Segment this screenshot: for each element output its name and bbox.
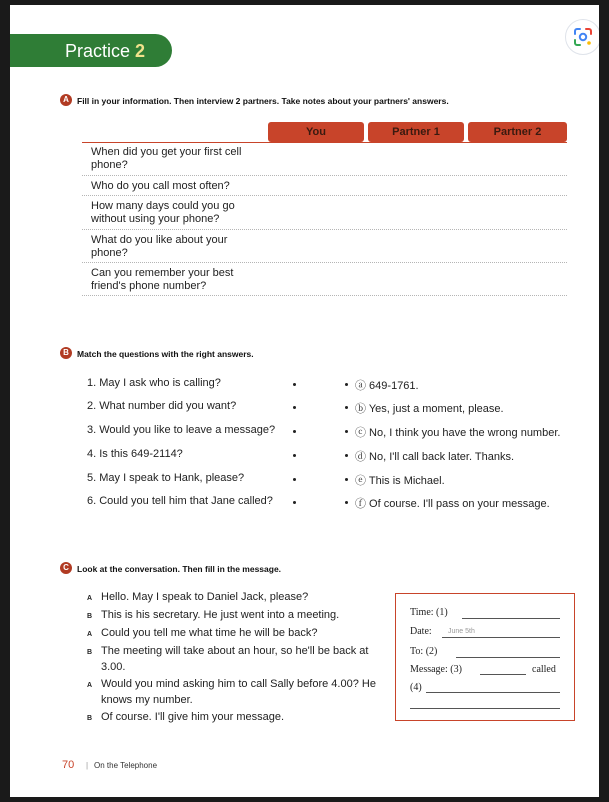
match-dot-right[interactable] [345, 501, 348, 504]
message-label: Message: (3) [410, 664, 462, 675]
question-text: Who do you call most often? [91, 180, 230, 192]
match-dot-left[interactable] [293, 406, 296, 409]
item-4-label: (4) [410, 682, 422, 693]
question-text: Can you remember your best friend's phone number? [91, 267, 234, 292]
match-question: 3. Would you like to leave a message? [87, 424, 276, 436]
called-text: called [532, 664, 556, 675]
table-row [82, 263, 567, 296]
page-number: 70 [62, 759, 75, 771]
match-dot-left[interactable] [293, 430, 296, 433]
speaker-label: A [87, 631, 93, 638]
match-dot-right[interactable] [345, 478, 348, 481]
phone-message-form [395, 593, 575, 721]
speaker-label: B [87, 649, 93, 656]
time-blank[interactable] [462, 618, 560, 619]
practice-title: Practice 2 [65, 41, 146, 61]
match-answer: ⓔ This is Michael. [355, 475, 445, 487]
column-you: You [268, 122, 364, 142]
match-question: 6. Could you tell him that Jane called? [87, 495, 273, 507]
section-a-badge: A [60, 94, 72, 106]
conversation-line: A Hello. May I speak to Daniel Jack, please? [87, 590, 387, 606]
conversation-line: B This is his secretary. He just went into a meeting. [87, 608, 387, 624]
match-question: 5. May I speak to Hank, please? [87, 472, 245, 484]
question-text: How many days could you go without using your phone? [91, 200, 235, 225]
conversation-line: B The meeting will take about an hour, so he'll be back at 3.00. [87, 645, 369, 673]
match-dot-right[interactable] [345, 406, 348, 409]
to-label: To: (2) [410, 646, 438, 657]
google-lens-icon [572, 26, 594, 48]
conversation-line: A Would you mind asking him to call Sally before 4.00? He knows my number. [87, 678, 376, 706]
section-b-instruction: Match the questions with the right answers. [77, 349, 254, 359]
section-c-instruction: Look at the conversation. Then fill in the message. [77, 564, 282, 574]
match-dot-right[interactable] [345, 454, 348, 457]
to-blank[interactable] [456, 657, 560, 658]
column-partner-2: Partner 2 [468, 122, 567, 142]
speaker-label: A [87, 595, 93, 602]
match-answer: ⓑ Yes, just a moment, please. [355, 403, 504, 415]
date-label: Date: [410, 626, 432, 637]
match-dot-left[interactable] [293, 383, 296, 386]
section-b-badge: B [60, 347, 72, 359]
table-row [82, 176, 567, 196]
item-4-blank[interactable] [426, 692, 560, 693]
match-dot-right[interactable] [345, 430, 348, 433]
table-row [82, 196, 567, 230]
match-answer: ⓓ No, I'll call back later. Thanks. [355, 451, 515, 463]
chapter-title: On the Telephone [94, 761, 158, 770]
match-answer: ⓒ No, I think you have the wrong number. [355, 427, 561, 439]
match-question: 4. Is this 649-2114? [87, 448, 183, 460]
table-row [82, 142, 567, 176]
table-row [82, 230, 567, 263]
time-label: Time: (1) [410, 607, 448, 618]
google-lens-button[interactable] [565, 19, 599, 55]
match-dot-left[interactable] [293, 501, 296, 504]
footer-separator: | [86, 761, 89, 770]
match-answer: ⓕ Of course. I'll pass on your message. [355, 498, 550, 510]
match-dot-left[interactable] [293, 478, 296, 481]
message-blank[interactable] [480, 674, 526, 675]
date-blank[interactable] [442, 637, 560, 638]
match-question: 2. What number did you want? [87, 400, 237, 412]
column-partner-1: Partner 1 [368, 122, 464, 142]
extra-blank[interactable] [410, 708, 560, 709]
match-answer: ⓐ 649-1761. [355, 380, 419, 392]
section-c-badge: C [60, 562, 72, 574]
match-dot-right[interactable] [345, 383, 348, 386]
speaker-label: A [87, 682, 93, 689]
speaker-label: B [87, 613, 93, 620]
match-dot-left[interactable] [293, 454, 296, 457]
textbook-page [10, 5, 599, 797]
conversation-line: B Of course. I'll give him your message. [87, 710, 387, 726]
question-text: What do you like about your phone? [91, 234, 228, 259]
match-question: 1. May I ask who is calling? [87, 377, 221, 389]
question-text: When did you get your first cell phone? [91, 146, 242, 171]
section-a-instruction: Fill in your information. Then interview 2 partners. Take notes about your partners' answers. [77, 96, 449, 106]
conversation-line: A Could you tell me what time he will be back? [87, 626, 387, 642]
date-handwritten: June 5th [448, 628, 475, 635]
speaker-label: B [87, 715, 93, 722]
